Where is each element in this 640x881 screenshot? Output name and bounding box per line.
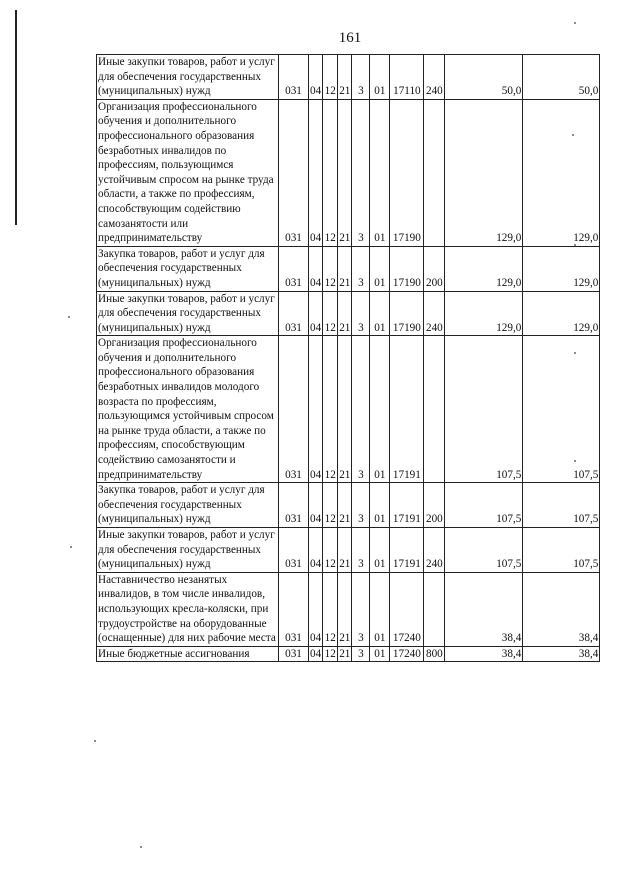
subsection-code-cell: 12 [323, 55, 338, 100]
target-direction-code-cell: 17191 [390, 483, 424, 528]
target-event-code-cell: 01 [370, 646, 390, 662]
target-subprogram-code-cell: 3 [352, 246, 370, 291]
subsection-code-cell: 12 [323, 483, 338, 528]
amount-year1-cell: 107,5 [445, 528, 523, 573]
target-event-code-cell: 01 [370, 528, 390, 573]
row-name-cell: Иные закупки товаров, работ и услуг для обеспечения государственных (муниципальных) нужд [97, 55, 279, 100]
row-name-cell: Закупка товаров, работ и услуг для обеспечения государственных (муниципальных) нужд [97, 483, 279, 528]
section-code-cell: 04 [309, 99, 323, 246]
target-event-code-cell: 01 [370, 291, 390, 336]
amount-year1-cell: 50,0 [445, 55, 523, 100]
scan-speck [70, 546, 72, 548]
subsection-code-cell: 12 [323, 99, 338, 246]
section-code-cell: 04 [309, 246, 323, 291]
target-subprogram-code-cell: 3 [352, 336, 370, 483]
row-name-cell: Организация профессионального обучения и дополнительного профессионального образования безработных инвалидов молодого возраста по профессиям, пользующимся устойчивым спросом на рынке труда области, а также по профессиям, способствующим содействию самозанятости и предпринимательству [97, 336, 279, 483]
amount-year2-cell: 50,0 [523, 55, 600, 100]
ministry-code-cell: 031 [279, 336, 309, 483]
target-event-code-cell: 01 [370, 336, 390, 483]
target-direction-code-cell: 17240 [390, 646, 424, 662]
row-name-cell: Закупка товаров, работ и услуг для обеспечения государственных (муниципальных) нужд [97, 246, 279, 291]
ministry-code-cell: 031 [279, 246, 309, 291]
row-name-cell: Иные закупки товаров, работ и услуг для обеспечения государственных (муниципальных) нужд [97, 528, 279, 573]
target-subprogram-code-cell: 3 [352, 528, 370, 573]
amount-year2-cell: 107,5 [523, 336, 600, 483]
section-code-cell: 04 [309, 336, 323, 483]
expense-type-code-cell: 200 [424, 483, 445, 528]
table-row [97, 246, 600, 291]
target-subprogram-code-cell: 3 [352, 55, 370, 100]
page-number: 161 [338, 30, 362, 46]
subsection-code-cell: 12 [323, 246, 338, 291]
amount-year1-cell: 129,0 [445, 246, 523, 291]
target-direction-code-cell: 17240 [390, 572, 424, 646]
target-subprogram-code-cell: 3 [352, 572, 370, 646]
target-subprogram-code-cell: 3 [352, 291, 370, 336]
target-event-code-cell: 01 [370, 246, 390, 291]
ministry-code-cell: 031 [279, 291, 309, 336]
row-name-cell: Иные бюджетные ассигнования [97, 646, 279, 662]
scan-speck [140, 846, 142, 848]
target-event-code-cell: 01 [370, 483, 390, 528]
target-event-code-cell: 01 [370, 55, 390, 100]
target-program-code-cell: 21 [338, 528, 352, 573]
table-row [97, 336, 600, 483]
target-program-code-cell: 21 [338, 572, 352, 646]
section-code-cell: 04 [309, 646, 323, 662]
ministry-code-cell: 031 [279, 528, 309, 573]
table-row [97, 483, 600, 528]
amount-year1-cell: 129,0 [445, 99, 523, 246]
section-code-cell: 04 [309, 572, 323, 646]
target-event-code-cell: 01 [370, 99, 390, 246]
section-code-cell: 04 [309, 291, 323, 336]
target-direction-code-cell: 17191 [390, 528, 424, 573]
target-direction-code-cell: 17190 [390, 99, 424, 246]
amount-year2-cell: 38,4 [523, 646, 600, 662]
subsection-code-cell: 12 [323, 291, 338, 336]
subsection-code-cell: 12 [323, 572, 338, 646]
target-subprogram-code-cell: 3 [352, 99, 370, 246]
row-name-cell: Наставничество незанятых инвалидов, в том числе инвалидов, использующих кресла-коляски, при трудоустройстве на оборудованные (оснащенные) для них рабочие места [97, 572, 279, 646]
amount-year1-cell: 107,5 [445, 483, 523, 528]
target-program-code-cell: 21 [338, 291, 352, 336]
expense-type-code-cell: 240 [424, 291, 445, 336]
expense-type-code-cell: 240 [424, 528, 445, 573]
expense-type-code-cell [424, 572, 445, 646]
target-subprogram-code-cell: 3 [352, 646, 370, 662]
table-row [97, 572, 600, 646]
ministry-code-cell: 031 [279, 55, 309, 100]
target-direction-code-cell: 17190 [390, 246, 424, 291]
amount-year2-cell: 129,0 [523, 291, 600, 336]
amount-year2-cell: 129,0 [523, 99, 600, 246]
subsection-code-cell: 12 [323, 528, 338, 573]
target-direction-code-cell: 17190 [390, 291, 424, 336]
table-body [97, 55, 600, 662]
table-row [97, 291, 600, 336]
table-row [97, 646, 600, 662]
target-program-code-cell: 21 [338, 336, 352, 483]
target-direction-code-cell: 17191 [390, 336, 424, 483]
expense-type-code-cell: 200 [424, 246, 445, 291]
expense-type-code-cell: 800 [424, 646, 445, 662]
table-row [97, 99, 600, 246]
ministry-code-cell: 031 [279, 99, 309, 246]
amount-year2-cell: 107,5 [523, 528, 600, 573]
section-code-cell: 04 [309, 55, 323, 100]
expense-type-code-cell [424, 336, 445, 483]
ministry-code-cell: 031 [279, 572, 309, 646]
row-name-cell: Организация профессионального обучения и дополнительного профессионального образования безработных инвалидов по профессиям, пользующимся устойчивым спросом на рынке труда области, а также по профессиям, способствующим содействию самозанятости или предпринимательству [97, 99, 279, 246]
amount-year1-cell: 38,4 [445, 572, 523, 646]
amount-year2-cell: 129,0 [523, 246, 600, 291]
ministry-code-cell: 031 [279, 483, 309, 528]
ministry-code-cell: 031 [279, 646, 309, 662]
scan-speck [94, 740, 96, 742]
target-event-code-cell: 01 [370, 572, 390, 646]
target-subprogram-code-cell: 3 [352, 483, 370, 528]
table-row [97, 55, 600, 100]
budget-table [96, 54, 600, 662]
amount-year1-cell: 129,0 [445, 291, 523, 336]
subsection-code-cell: 12 [323, 336, 338, 483]
row-name-cell: Иные закупки товаров, работ и услуг для обеспечения государственных (муниципальных) нужд [97, 291, 279, 336]
target-program-code-cell: 21 [338, 483, 352, 528]
amount-year1-cell: 107,5 [445, 336, 523, 483]
target-program-code-cell: 21 [338, 246, 352, 291]
section-code-cell: 04 [309, 528, 323, 573]
target-program-code-cell: 21 [338, 99, 352, 246]
scan-speck [574, 22, 576, 24]
table-row [97, 528, 600, 573]
expense-type-code-cell: 240 [424, 55, 445, 100]
target-program-code-cell: 21 [338, 55, 352, 100]
subsection-code-cell: 12 [323, 646, 338, 662]
amount-year2-cell: 38,4 [523, 572, 600, 646]
section-code-cell: 04 [309, 483, 323, 528]
target-direction-code-cell: 17110 [390, 55, 424, 100]
amount-year1-cell: 38,4 [445, 646, 523, 662]
target-program-code-cell: 21 [338, 646, 352, 662]
expense-type-code-cell [424, 99, 445, 246]
scan-speck [68, 316, 70, 318]
amount-year2-cell: 107,5 [523, 483, 600, 528]
